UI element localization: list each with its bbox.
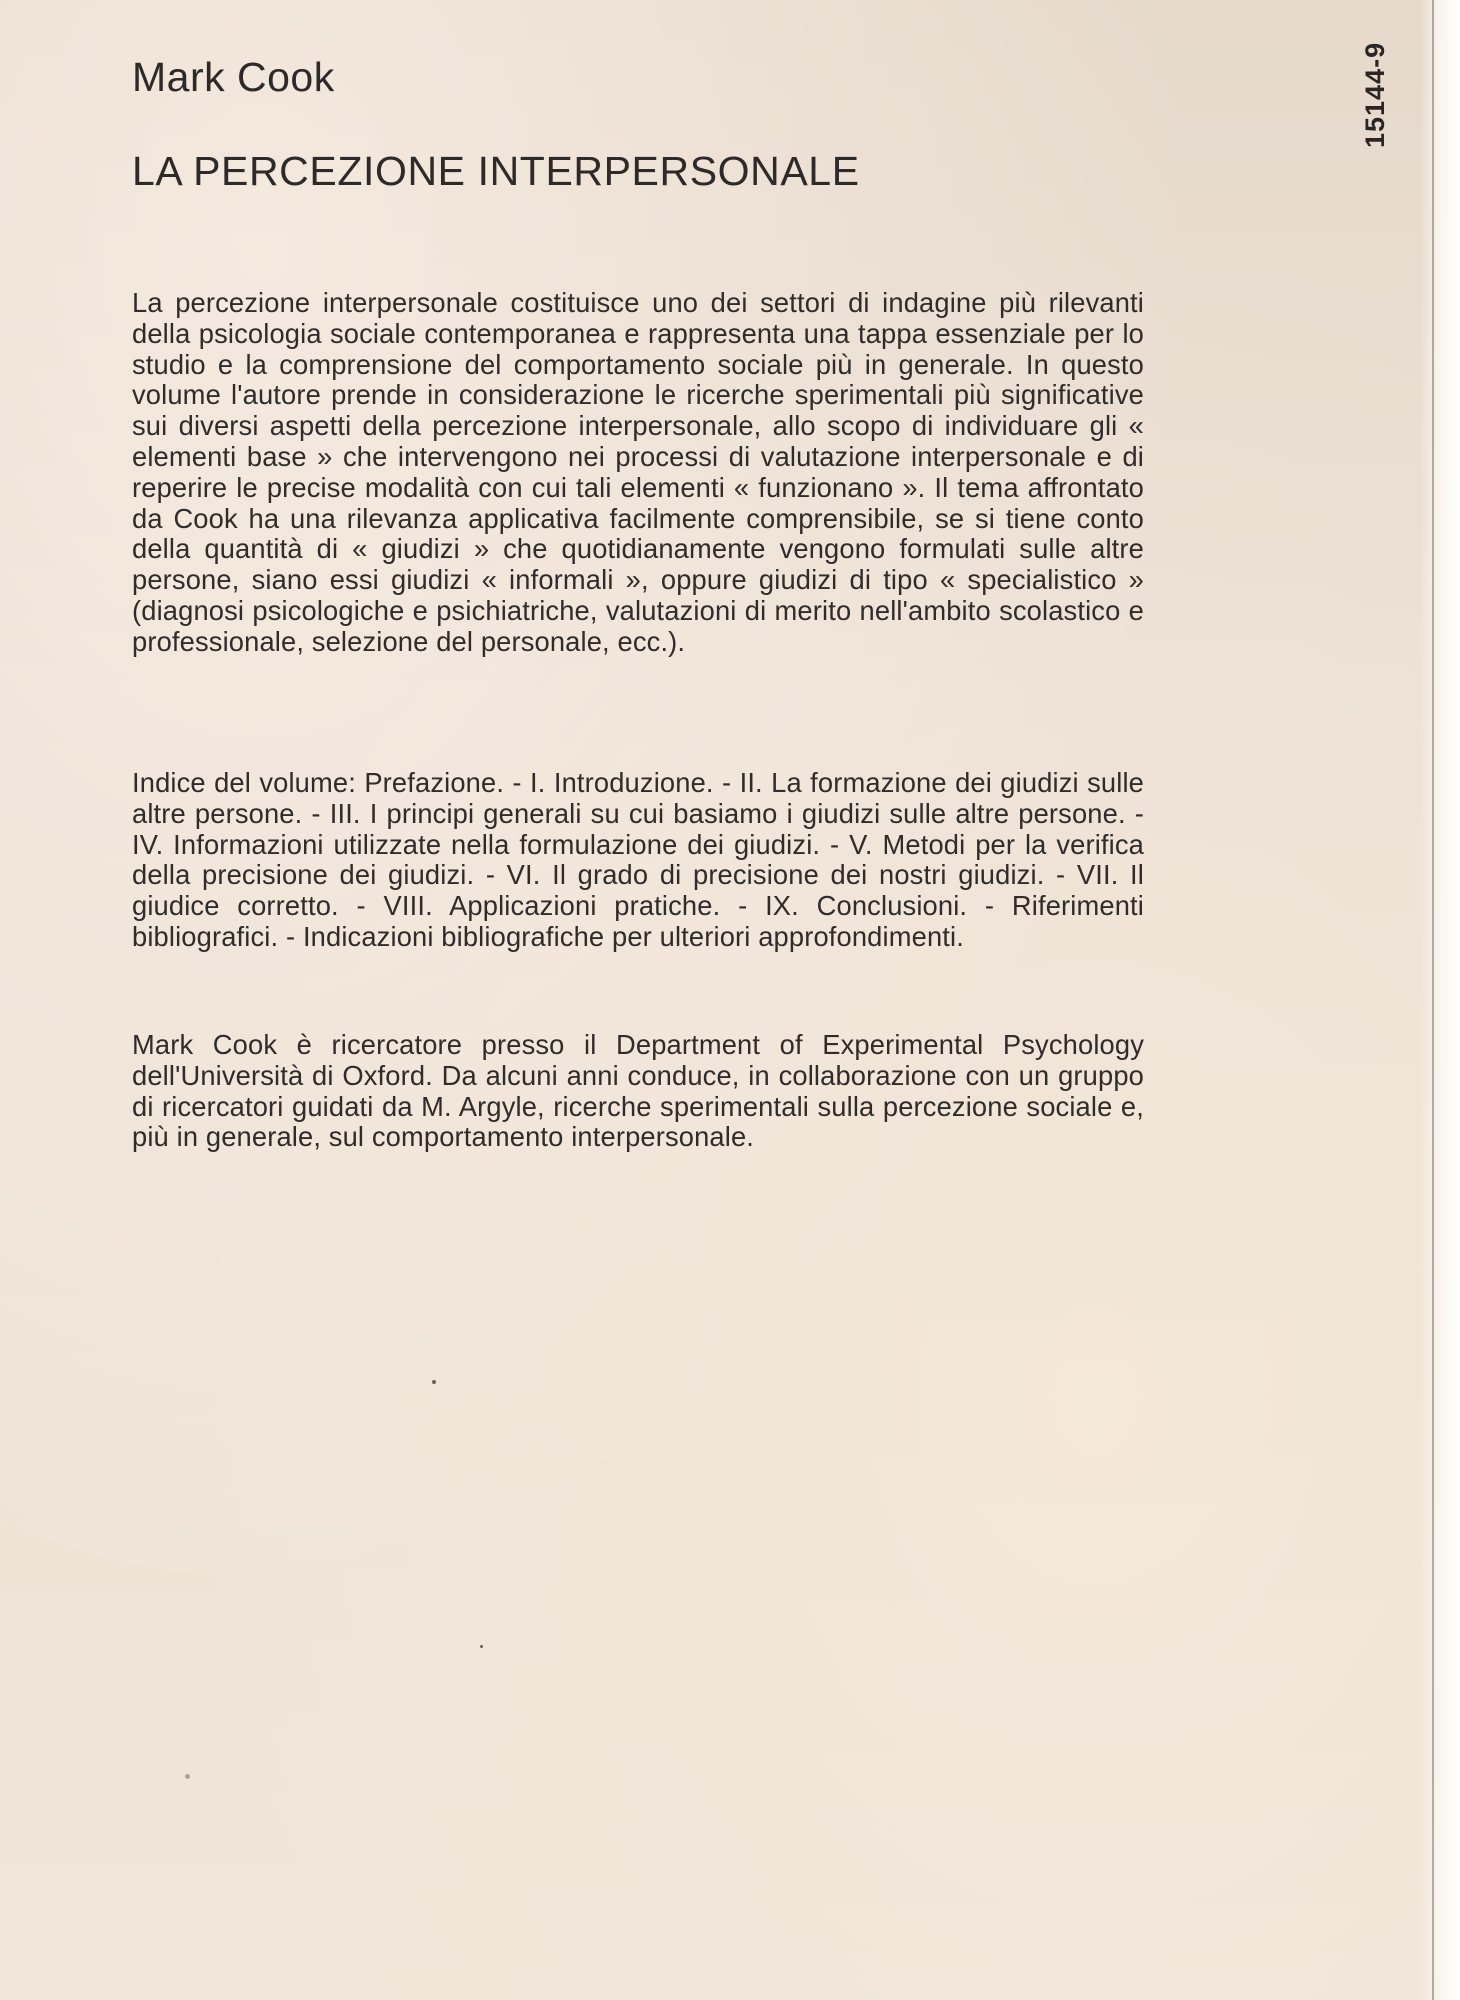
author-name: Mark Cook <box>132 54 335 100</box>
catalog-code: 15144-9 <box>1360 41 1390 148</box>
table-of-contents: Indice del volume: Prefazione. - I. Introduzione. - II. La formazione dei giudizi sulle altre persone. - III. I principi generali su cui basiamo i giudizi sulle altre persone. - IV. Informazioni utilizzate nella formulazione dei giudizi. - V. Metodi per la verifica della precisione dei giudizi. - VI. Il grado di precisione dei nostri giudizi. - VII. Il giudice corretto. - VIII. Applicazioni pratiche. - IX. Conclusioni. - Riferimenti bibliografici. - Indicazioni bibliografiche per ulteriori approfondimenti. <box>132 767 1144 952</box>
page-edge <box>1420 0 1460 2000</box>
page-fold-line <box>1432 0 1434 2000</box>
ink-speck <box>185 1774 190 1779</box>
ink-speck <box>480 1645 483 1648</box>
book-title: LA PERCEZIONE INTERPERSONALE <box>132 148 860 194</box>
ink-speck <box>432 1380 436 1384</box>
author-biography: Mark Cook è ricercatore presso il Department of Experimental Psychology dell'Università di Oxford. Da alcuni anni conduce, in collaborazione con un gruppo di ricercatori guidati da M. Argyle, ricerche sperimentali sulla percezione sociale e, più in generale, sul comportamento interpersonale. <box>132 1029 1144 1153</box>
book-description: La percezione interpersonale costituisce uno dei settori di indagine più rilevanti della psicologia sociale contemporanea e rappresenta una tappa essenziale per lo studio e la comprensione del comportamento sociale più in generale. In questo volume l'autore prende in considerazione le ricerche sperimentali più significative sui diversi aspetti della percezione interpersonale, allo scopo di individuare gli « elementi base » che intervengono nei processi di valutazione interpersonale e di reperire le precise modalità con cui tali elementi « funzionano ». Il tema affrontato da Cook ha una rilevanza applicativa facilmente comprensibile, se si tiene conto della quantità di « giudizi » che quotidianamente vengono formulati sulle altre persone, siano essi giudizi « informali », oppure giudizi di tipo « specialistico » (diagnosi psicologiche e psichiatriche, valutazioni di merito nell'ambito scolastico e professionale, selezione del personale, ecc.). <box>132 287 1144 657</box>
